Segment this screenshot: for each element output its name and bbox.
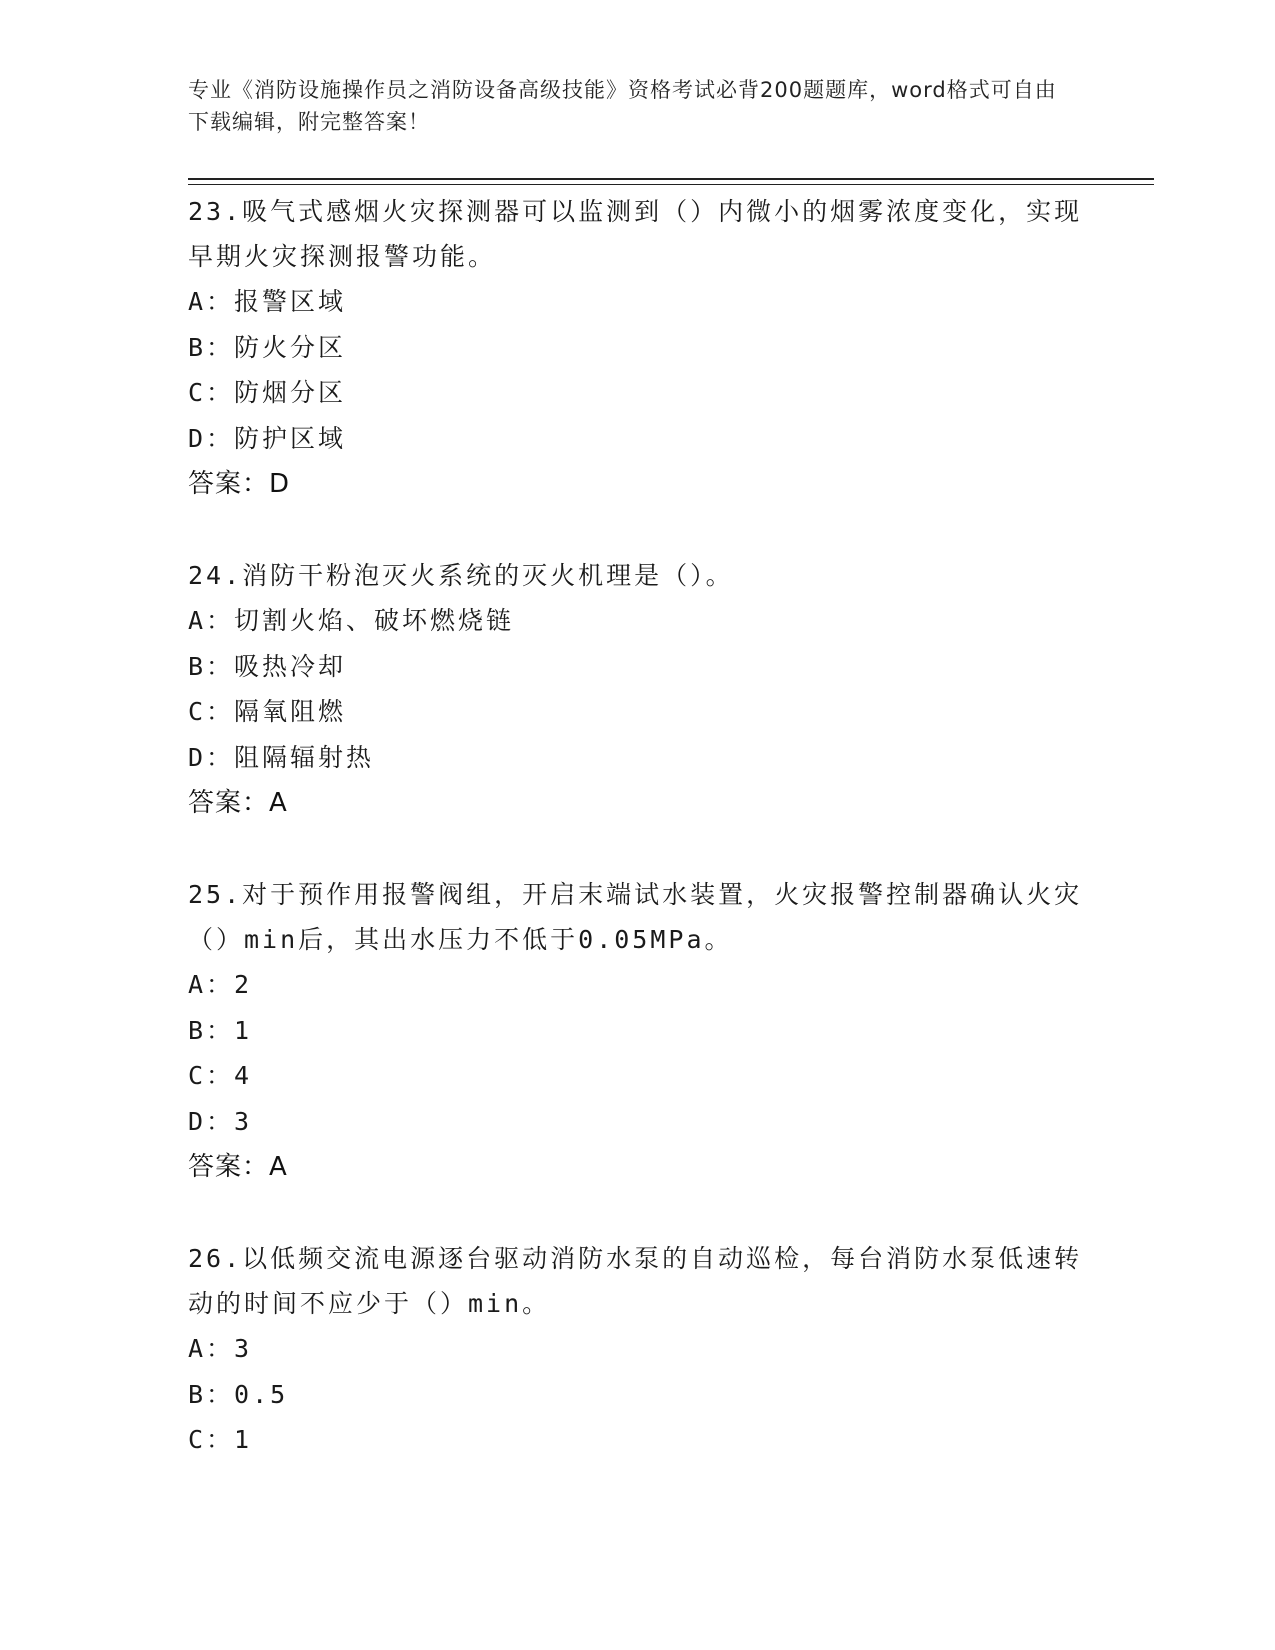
- option-c: C：隔氧阻燃: [188, 697, 347, 726]
- question-item: [188, 1236, 1088, 1463]
- header-divider-thin: [188, 184, 1154, 185]
- question-list: [188, 189, 1088, 1509]
- option-d: D：阻隔辐射热: [188, 742, 375, 772]
- question-item: [188, 189, 1088, 507]
- option-c: C：4: [188, 1061, 253, 1090]
- option-b: B：0.5: [188, 1379, 289, 1409]
- option-a: A：切割火焰、破坏燃烧链: [188, 606, 515, 635]
- question-text: 23.吸气式感烟火灾探测器可以监测到（）内微小的烟雾浓度变化，实现早期火灾探测报警功能。: [188, 197, 1083, 271]
- answer-text: 答案：A: [188, 1152, 288, 1182]
- option-b: B：防火分区: [188, 332, 347, 362]
- option-b: B：1: [188, 1015, 253, 1045]
- question-item: [188, 553, 1088, 826]
- option-c: C：防烟分区: [188, 378, 347, 407]
- option-b: B：吸热冷却: [188, 651, 347, 681]
- question-text: 24.消防干粉泡灭火系统的灭火机理是（）。: [188, 561, 734, 590]
- option-c: C：1: [188, 1425, 253, 1454]
- answer-text: 答案：A: [188, 788, 288, 818]
- question-item: [188, 872, 1088, 1190]
- header-divider-thick: [188, 178, 1154, 180]
- option-a: A：3: [188, 1334, 253, 1363]
- question-text: 25.对于预作用报警阀组，开启末端试水装置，火灾报警控制器确认火灾（）min后，其出水压力不低于0.05MPa。: [188, 880, 1083, 954]
- document-header: 专业《消防设施操作员之消防设备高级技能》资格考试必背200题题库，word格式可自由下载编辑，附完整答案！: [188, 78, 1057, 134]
- option-d: D：防护区域: [188, 423, 347, 453]
- option-a: A：2: [188, 970, 253, 999]
- question-text: 26.以低频交流电源逐台驱动消防水泵的自动巡检，每台消防水泵低速转动的时间不应少于（）min。: [188, 1244, 1083, 1318]
- answer-text: 答案：D: [188, 469, 291, 499]
- option-a: A：报警区域: [188, 287, 347, 316]
- option-d: D：3: [188, 1106, 253, 1136]
